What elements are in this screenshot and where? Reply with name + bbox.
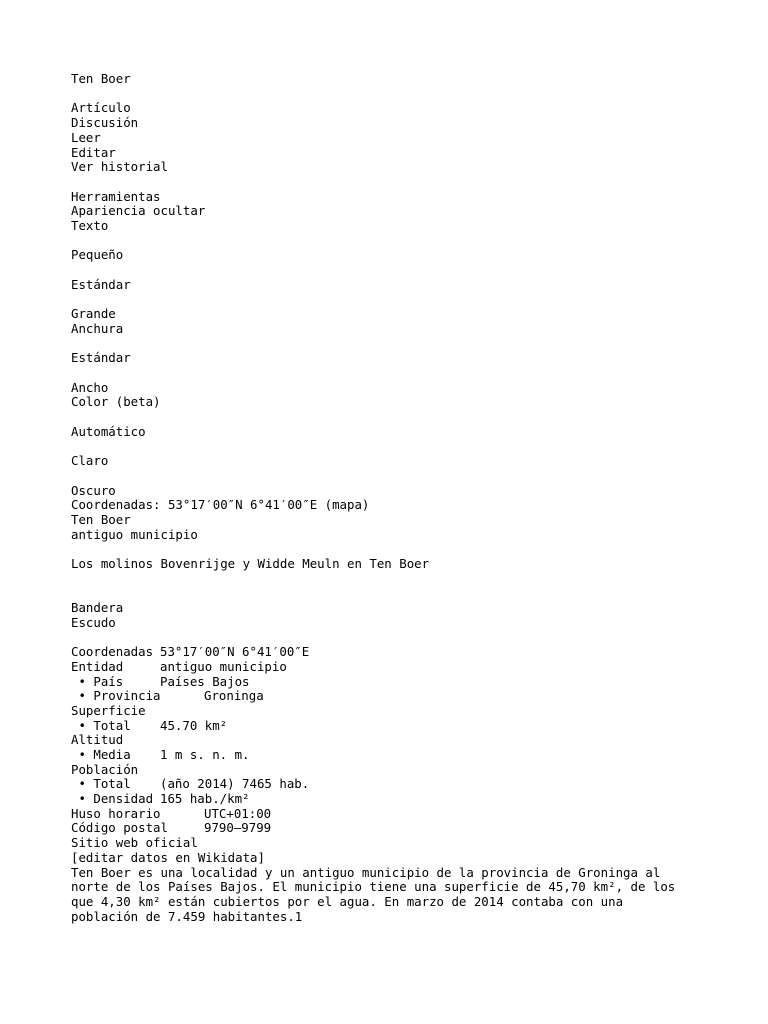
infobox-row [71, 792, 711, 807]
text-size-option-large[interactable]: Grande [71, 306, 116, 322]
infobox-row [71, 660, 711, 675]
color-label: Color (beta) [71, 394, 161, 410]
color-option-light[interactable]: Claro [71, 453, 109, 469]
infobox-row [71, 733, 711, 748]
article-page [71, 72, 711, 924]
infobox-coat-of-arms-link[interactable]: Escudo [71, 614, 116, 630]
width-option-wide[interactable]: Ancho [71, 379, 109, 395]
infobox-row-value: 9790–9799 [204, 820, 272, 836]
infobox-row-label: • País [71, 673, 124, 689]
infobox-row-label[interactable]: Huso horario [71, 805, 161, 821]
infobox-row [71, 807, 711, 822]
infobox-row [71, 748, 711, 763]
infobox-row-label: Entidad [71, 658, 124, 674]
infobox-row-label[interactable]: Código postal [71, 820, 168, 836]
tools-menu-button[interactable]: Herramientas [71, 188, 161, 204]
official-website-link[interactable]: Sitio web oficial [71, 835, 198, 851]
infobox-row-value: (año 2014) 7465 hab. [160, 776, 310, 792]
tab-ver-historial[interactable]: Ver historial [71, 159, 168, 175]
width-option-standard[interactable]: Estándar [71, 350, 131, 366]
infobox-row-value[interactable]: 53°17′00″N 6°41′00″E [160, 644, 310, 660]
infobox-row-value: 1 m s. n. m. [160, 747, 250, 763]
infobox-row [71, 821, 711, 836]
infobox-row [71, 645, 711, 660]
infobox [71, 513, 711, 866]
appearance-hide-toggle[interactable]: Apariencia ocultar [71, 203, 206, 219]
infobox-row-label[interactable]: Altitud [71, 732, 124, 748]
intro-paragraph: Ten Boer es una localidad y un antiguo municipio de la provincia de Groninga al norte de los Países Bajos. El municipio tiene una superficie de 45,70 km², de los que 4,30 km² están cubiertos por el agua. En marzo de 2014 contaba con una población de 7.459 habitantes.1 [71, 864, 676, 924]
infobox-row [71, 777, 711, 792]
infobox-row [71, 719, 711, 734]
edit-wikidata-link[interactable]: [editar datos en Wikidata] [71, 849, 265, 865]
width-label: Anchura [71, 320, 124, 336]
text-size-label: Texto [71, 218, 109, 233]
infobox-row-value[interactable]: UTC+01:00 [204, 805, 272, 821]
color-option-dark[interactable]: Oscuro [71, 482, 116, 498]
text-size-option-small[interactable]: Pequeño [71, 247, 124, 263]
page-tabs [71, 101, 711, 175]
infobox-row-label[interactable]: • Densidad [71, 791, 154, 807]
infobox-row-label: Superficie [71, 702, 146, 718]
infobox-row-value[interactable]: Groninga [204, 688, 264, 704]
tab-discusion[interactable]: Discusión [71, 115, 139, 131]
infobox-row-label: • Provincia [71, 688, 161, 704]
appearance-tools [71, 190, 711, 499]
infobox-flag-link[interactable]: Bandera [71, 600, 124, 616]
infobox-row [71, 675, 711, 690]
infobox-row [71, 689, 711, 704]
tab-leer[interactable]: Leer [71, 129, 101, 145]
infobox-row [71, 763, 711, 778]
infobox-row [71, 704, 711, 719]
page-title: Ten Boer [71, 71, 131, 86]
infobox-title: Ten Boer [71, 511, 131, 527]
tab-articulo[interactable]: Artículo [71, 100, 131, 116]
text-size-option-standard[interactable]: Estándar [71, 276, 131, 292]
infobox-row-label: • Total [71, 776, 131, 792]
infobox-row-label[interactable]: Población [71, 761, 139, 777]
infobox-row-label: • Media [71, 747, 131, 763]
infobox-row-value: 165 hab./km² [160, 791, 250, 807]
infobox-row-label: • Total [71, 717, 131, 733]
coordinates-link[interactable]: Coordenadas: 53°17′00″N 6°41′00″E (mapa) [71, 497, 370, 513]
tab-editar[interactable]: Editar [71, 144, 116, 160]
color-option-auto[interactable]: Automático [71, 423, 146, 439]
infobox-row-label: Coordenadas [71, 644, 154, 660]
infobox-row-value: 45.70 km² [160, 717, 228, 733]
infobox-subtitle: antiguo municipio [71, 526, 198, 542]
infobox-row-value[interactable]: Países Bajos [160, 673, 250, 689]
infobox-image-caption: Los molinos Bovenrijge y Widde Meuln en Ten Boer [71, 556, 430, 572]
infobox-row-value[interactable]: antiguo municipio [160, 658, 287, 674]
